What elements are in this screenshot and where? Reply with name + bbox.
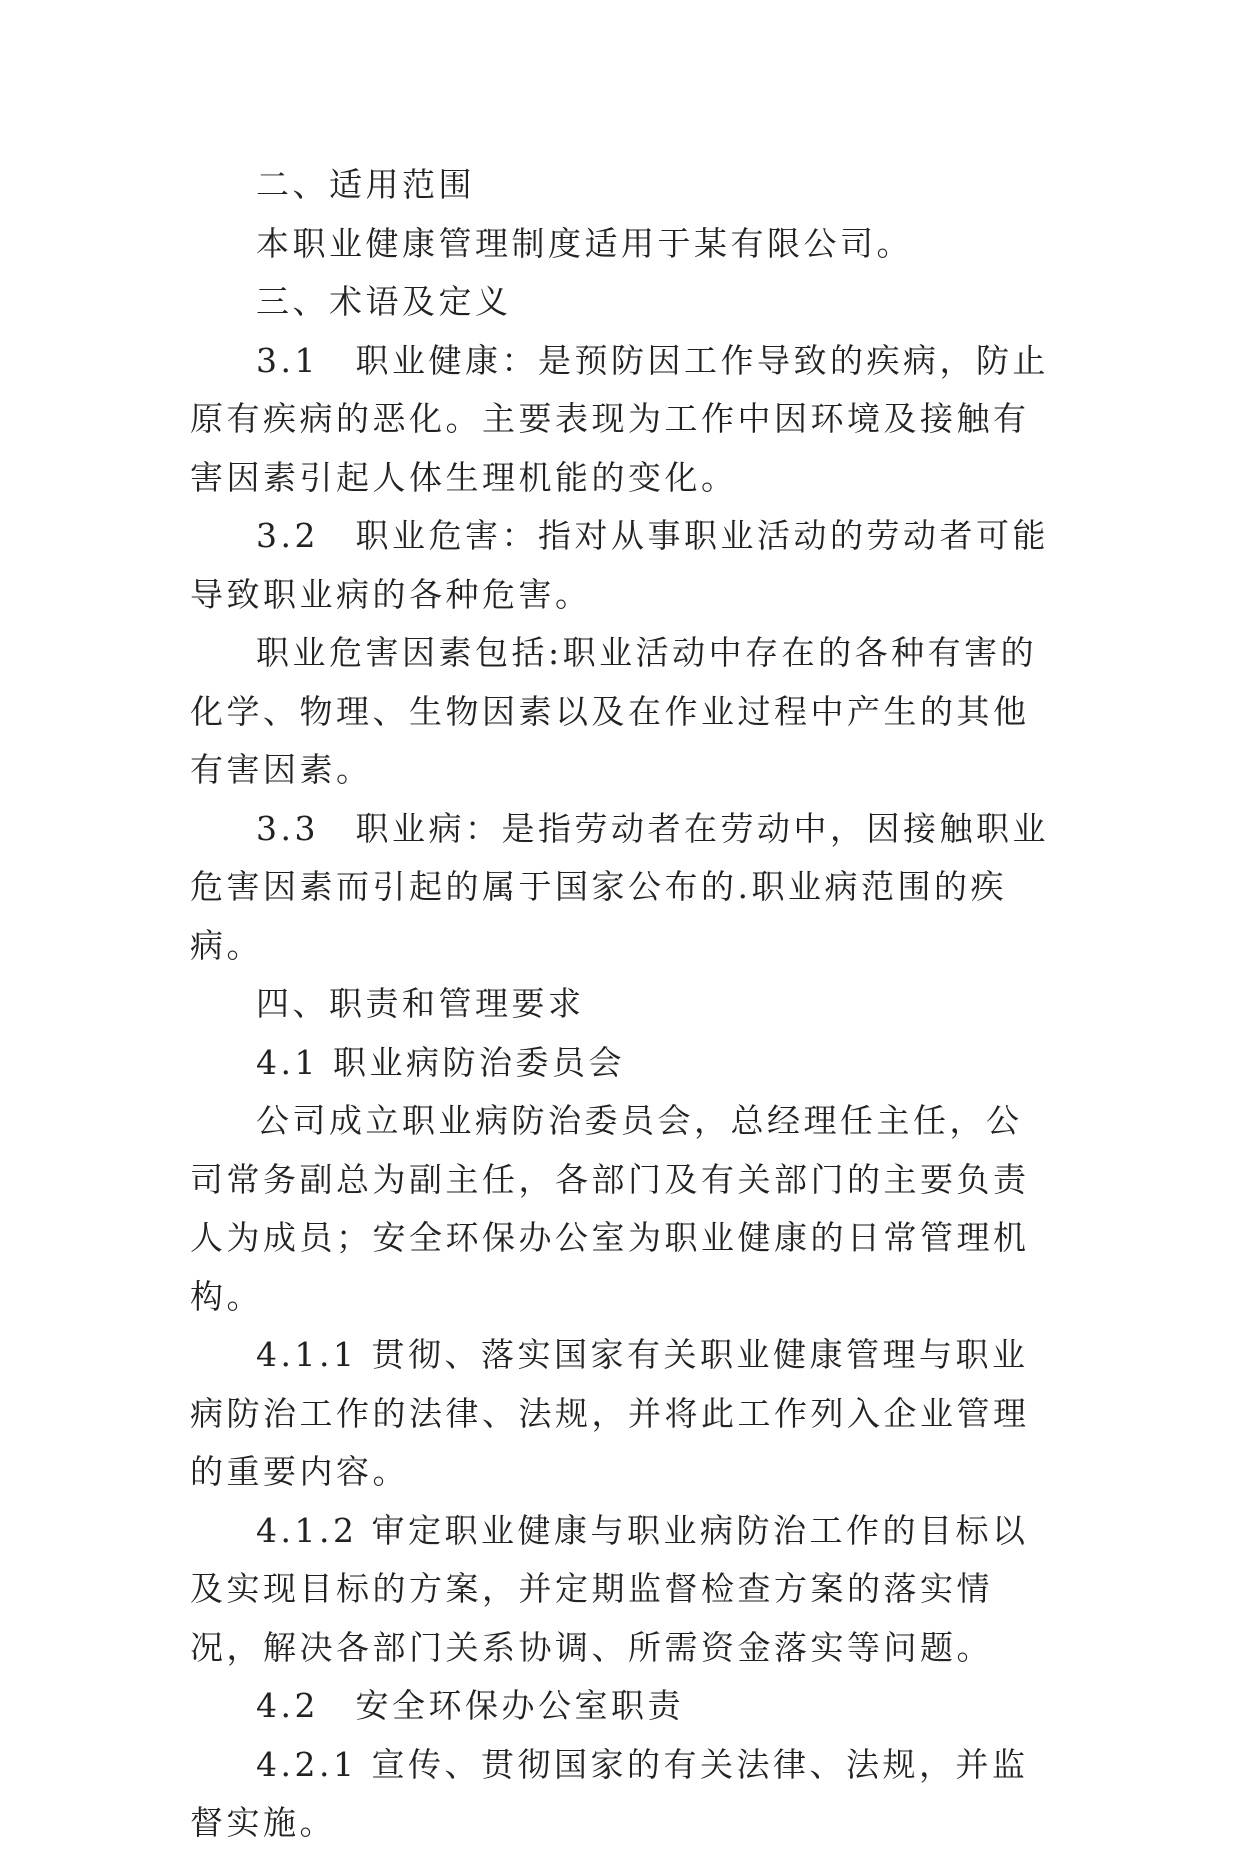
section-heading-scope: 二、适用范围 [256,165,475,204]
paragraph-committee: 公司成立职业病防治委员会，总经理任主任，公司常务副总为副主任，各部门及有关部门的主要负责人为成员；安全环保办公室为职业健康的日常管理机构。 [190,1101,1030,1316]
paragraph-4-1-2: 4.1.2 审定职业健康与职业病防治工作的目标以及实现目标的方案，并定期监督检查方案的落实情况，解决各部门关系协调、所需资金落实等问题。 [190,1510,1029,1667]
paragraph-3-3: 3.3 职业病：是指劳动者在劳动中，因接触职业危害因素而引起的属于国家公布的.职业病范围的疾病。 [190,808,1049,965]
paragraph-3-2: 3.2 职业危害：指对从事职业活动的劳动者可能导致职业病的各种危害。 [190,516,1049,614]
paragraph-3-1: 3.1 职业健康：是预防因工作导致的疾病，防止原有疾病的恶化。主要表现为工作中因环境及接触有害因素引起人体生理机能的变化。 [190,340,1049,497]
section-heading-duties: 四、职责和管理要求 [256,984,585,1023]
paragraph-scope: 本职业健康管理制度适用于某有限公司。 [256,223,913,263]
subheading-4-2: 4.2 安全环保办公室职责 [256,1686,684,1725]
paragraph-4-1-1: 4.1.1 贯彻、落实国家有关职业健康管理与职业病防治工作的法律、法规，并将此工作列入企业管理的重要内容。 [190,1335,1030,1491]
subheading-4-1: 4.1 职业病防治委员会 [256,1042,625,1082]
paragraph-4-2-1: 4.2.1 宣传、贯彻国家的有关法律、法规，并监督实施。 [190,1744,1029,1842]
section-heading-terms: 三、术语及定义 [256,282,512,321]
document-body [190,156,1056,1853]
paragraph-hazard-factors: 职业危害因素包括:职业活动中存在的各种有害的化学、物理、生物因素以及在作业过程中产生的其他有害因素。 [190,633,1038,789]
